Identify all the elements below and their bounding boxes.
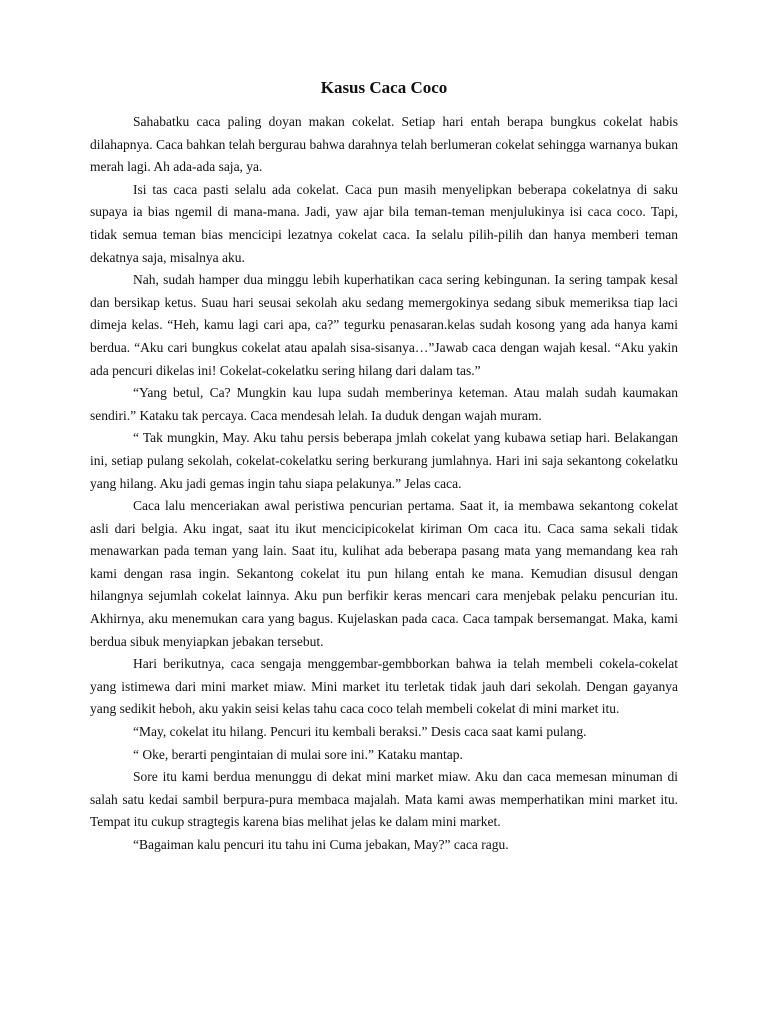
paragraph: “Yang betul, Ca? Mungkin kau lupa sudah memberinya keteman. Atau malah sudah kaumakan sendiri.” Kataku tak percaya. Caca mendesah lelah. Ia duduk dengan wajah muram. [90,385,678,423]
document-body [90,111,678,857]
paragraph: Sore itu kami berdua menunggu di dekat mini market miaw. Aku dan caca memesan minuman di salah satu kedai sambil berpura-pura membaca majalah. Mata kami awas memperhatikan mini market itu. Tempat itu cukup stragtegis karena bias melihat jelas ke dalam mini market. [90,769,678,830]
paragraph: Caca lalu menceriakan awal peristiwa pencurian pertama. Saat it, ia membawa sekantong cokelat asli dari belgia. Aku ingat, saat itu ikut mencicipicokelat kiriman Om caca itu. Caca sama sekali tidak menawarkan pada teman yang lain. Saat itu, kulihat ada beberapa pasang mata yang memandang kea rah kami dengan rasa ingin. Sekantong cokelat itu pun hilang entah ke mana. Kemudian disusul dengan hilangnya sejumlah cokelat lainnya. Aku pun berfikir keras mencari cara menjebak pelaku pencurian itu. Akhirnya, aku menemukan cara yang bagus. Kujelaskan pada caca. Caca tampak bersemangat. Maka, kami berdua sibuk menyiapkan jebakan tersebut. [90,498,678,649]
paragraph: “Bagaiman kalu pencuri itu tahu ini Cuma jebakan, May?” caca ragu. [133,837,509,852]
paragraph: Isi tas caca pasti selalu ada cokelat. Caca pun masih menyelipkan beberapa cokelatnya di saku supaya ia bias ngemil di mana-mana. Jadi, yaw ajar bila teman-teman menjulukinya isi caca coco. Tapi, tidak semua teman bias mencicipi lezatnya cokelat caca. Ia selalu pilih-pilih dan hanya memberi teman dekatnya saja, misalnya aku. [90,181,678,265]
document-title: Kasus Caca Coco [320,78,448,97]
paragraph: Sahabatku caca paling doyan makan cokelat. Setiap hari entah berapa bungkus cokelat habis dilahapnya. Caca bahkan telah bergurau bahwa darahnya telah berlumeran cokelat sehingga warnanya bukan merah lagi. Ah ada-ada saja, ya. [90,114,678,175]
paragraph: “May, cokelat itu hilang. Pencuri itu kembali beraksi.” Desis caca saat kami pulang. [133,724,587,740]
paragraph: Nah, sudah hamper dua minggu lebih kuperhatikan caca sering kebingunan. Ia sering tampak kesal dan bersikap ketus. Suau hari seusai sekolah aku sedang memergokinya sedang sibuk memeriksa tiap laci dimeja kelas. “Heh, kamu lagi cari apa, ca?” tegurku penasaran.kelas sudah kosong yang ada hanya kami berdua. “Aku cari bungkus cokelat atau apalah sisa-sisanya…”Jawab caca dengan wajah kesal. “Aku yakin ada pencuri dikelas ini! Cokelat-cokelatku sering hilang dari dalam tas.” [90,272,678,378]
paragraph: “ Oke, berarti pengintaian di mulai sore ini.” Kataku mantap. [133,746,463,762]
paragraph: “ Tak mungkin, May. Aku tahu persis beberapa jmlah cokelat yang kubawa setiap hari. Belakangan ini, setiap pulang sekolah, cokelat-cokelatku sering berkurang jumlahnya. Hari ini saja sekantong cokelatku yang hilang. Aku jadi gemas ingin tahu siapa pelakunya.” Jelas caca. [90,430,678,491]
paragraph: Hari berikutnya, caca sengaja menggembar-gembborkan bahwa ia telah membeli cokela-cokelat yang istimewa dari mini market miaw. Mini market itu terletak tidak jauh dari sekolah. Dengan gayanya yang sedikit heboh, aku yakin seisi kelas tahu caca coco telah membeli cokelat di mini market itu. [90,656,678,717]
